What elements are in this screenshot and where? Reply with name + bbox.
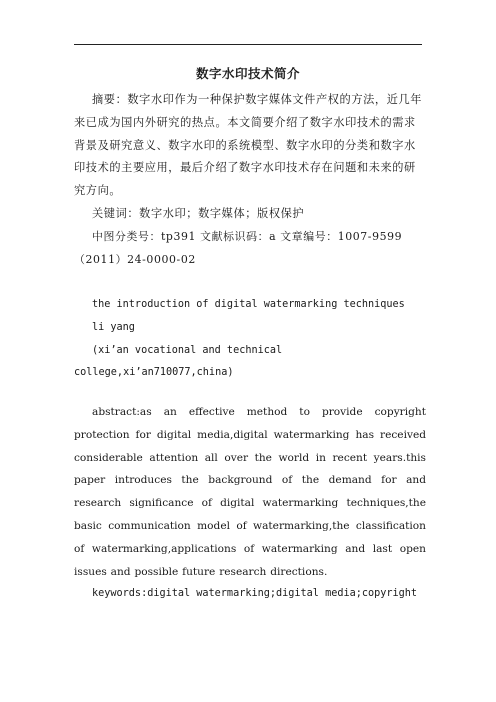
chinese-abstract-block xyxy=(74,89,426,271)
english-affiliation-line2: college,xi’an710077,china) xyxy=(74,367,234,379)
classification-info: 中图分类号：tp391 文献标识码：a 文章编号：1007-9599（2011）24-0000-02 xyxy=(74,229,403,266)
abstract-cn: 摘要：数字水印作为一种保护数字媒体文件产权的方法，近几年来已成为国内外研究的热点。本文简要介绍了数字水印技术的需求背景及研究意义、数字水印的系统模型、数字水印的分类和数字水印技术的主要应用，最后介绍了数字水印技术存在问题和未来的研究方向。 xyxy=(74,93,423,198)
english-abstract-block xyxy=(74,401,426,606)
english-author: li yang xyxy=(92,321,135,333)
english-title: the introduction of digital watermarking techniques xyxy=(92,299,405,310)
abstract-en: abstract:as an effective method to provide copyright protection for digital media,digital watermarking has received considerable attention all over the world in recent years.this paper introduces the background of the demand for and research significance of digital watermarking techniques,the basic communication model of watermarking,the classification of watermarking,applications of watermarking and last open issues and possible future research directions. xyxy=(74,406,426,578)
english-affiliation-line1: (xi’an vocational and technical xyxy=(92,344,283,356)
keywords-cn: 关键词：数字水印；数字媒体；版权保护 xyxy=(92,206,305,220)
paper-title: 数字水印技术简介 xyxy=(195,66,300,81)
keywords-en: keywords:digital watermarking;digital media;copyright xyxy=(92,588,418,600)
header-rule xyxy=(74,44,422,45)
english-header-block xyxy=(74,294,426,385)
